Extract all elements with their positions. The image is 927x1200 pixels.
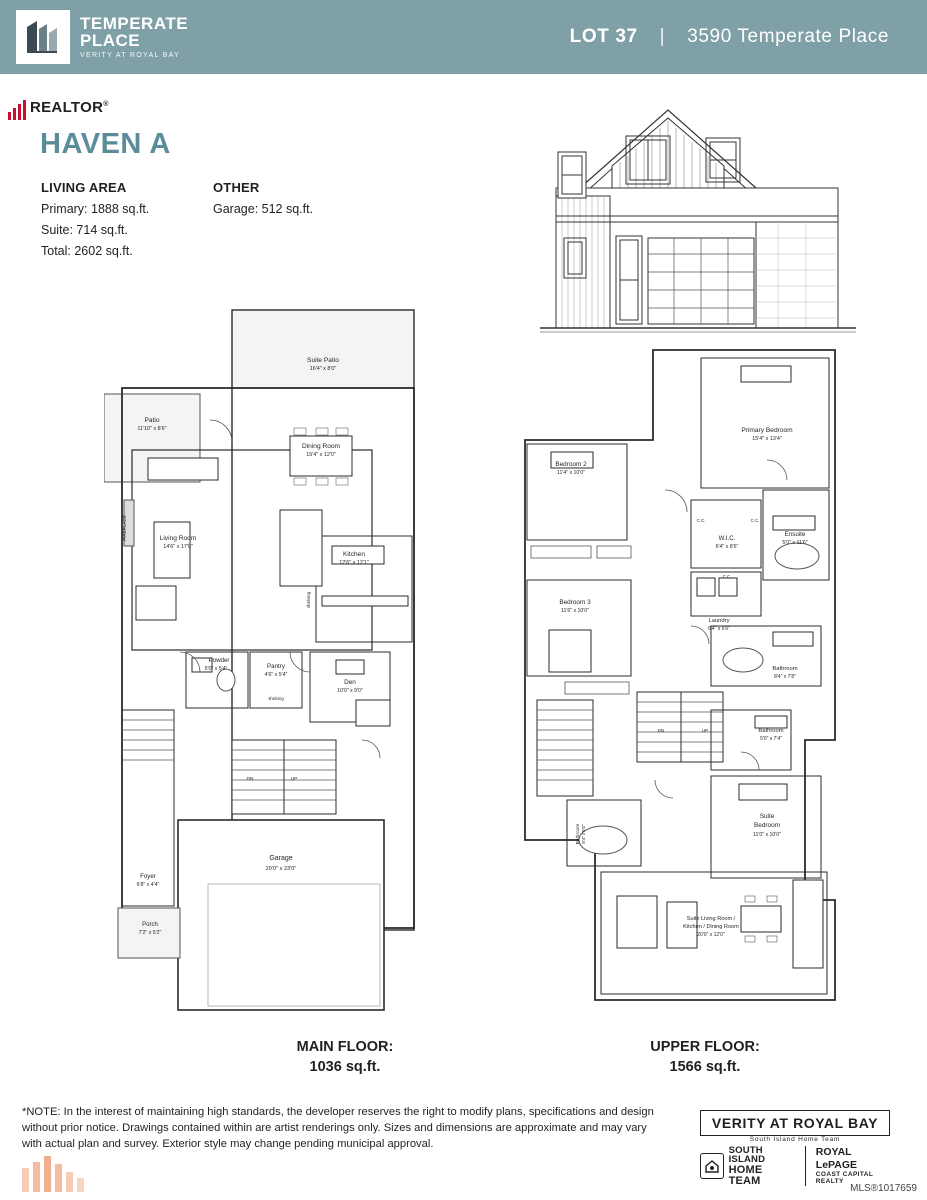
main-floor-caption (180, 1038, 510, 1077)
upper-floor-label: UPPER FLOOR: (650, 1039, 760, 1055)
svg-text:Laundry: Laundry (708, 618, 730, 624)
svg-text:20'0" x 23'0": 20'0" x 23'0" (265, 866, 297, 872)
other-column (213, 180, 313, 258)
exterior-elevation-drawing (520, 88, 880, 358)
svg-text:5'0" x 7'4": 5'0" x 7'4" (760, 736, 782, 742)
svg-text:Bathroom: Bathroom (772, 666, 798, 672)
svg-text:W.I.C.: W.I.C. (718, 535, 736, 542)
svg-text:16'4" x 8'0": 16'4" x 8'0" (309, 366, 337, 372)
svg-text:6'4" x 8'6": 6'4" x 8'6" (715, 544, 739, 550)
svg-text:11'6" x 10'0": 11'6" x 10'0" (560, 608, 590, 614)
svg-text:Living Room: Living Room (159, 535, 197, 542)
brand-line-2: PLACE (80, 31, 141, 51)
svg-text:Bedroom: Bedroom (754, 822, 780, 829)
other-heading: OTHER (213, 180, 260, 195)
brand-line-1: TEMPERATE (80, 14, 189, 34)
svg-text:8'4" x 5'0": 8'4" x 5'0" (581, 824, 586, 844)
svg-text:FIREPLACE: FIREPLACE (122, 515, 127, 541)
svg-text:6'8" x 4'4": 6'8" x 4'4" (136, 882, 160, 888)
svg-text:Porch: Porch (142, 922, 158, 928)
svg-text:Dining Room: Dining Room (301, 443, 341, 450)
realtor-label: REALTOR® (30, 99, 109, 116)
svg-text:Bathroom: Bathroom (758, 728, 784, 734)
mls-number: MLS®1017659 (850, 1183, 917, 1194)
svg-text:Primary Bedroom: Primary Bedroom (741, 427, 793, 434)
upper-floor-area: 1566 sq.ft. (669, 1058, 741, 1075)
royal-lepage-sub: COAST CAPITAL REALTY (815, 1170, 874, 1186)
svg-text:4'6" x 5'4": 4'6" x 5'4" (264, 672, 288, 678)
upper-floor-caption (545, 1038, 865, 1077)
svg-text:5'0" x 5'4": 5'0" x 5'4" (204, 666, 228, 672)
svg-text:6'4" x 5'6": 6'4" x 5'6" (708, 626, 730, 632)
svg-text:C.C.: C.C. (750, 518, 760, 523)
upper-floor-plan (505, 340, 875, 1030)
main-floor-area: 1036 sq.ft. (309, 1058, 381, 1075)
svg-text:Bedroom 3: Bedroom 3 (559, 599, 591, 606)
south-island-home-team-logo (700, 1146, 795, 1187)
svg-text:11'10" x 8'6": 11'10" x 8'6" (137, 426, 167, 432)
main-floor-label: MAIN FLOOR: (296, 1039, 394, 1055)
svg-text:Foyer: Foyer (140, 873, 156, 880)
verity-badge (700, 1110, 890, 1136)
header-brand (80, 15, 188, 59)
svg-text:DN: DN (246, 777, 254, 782)
svg-text:DN: DN (657, 728, 665, 733)
svg-text:Kitchen / Dining Room: Kitchen / Dining Room (683, 924, 739, 930)
spec-total: Total: 2602 sq.ft. (41, 244, 133, 258)
svg-text:Den: Den (344, 679, 356, 686)
svg-text:Suite Patio: Suite Patio (307, 357, 339, 364)
spec-suite: Suite: 714 sq.ft. (41, 223, 128, 237)
svg-text:Pantry: Pantry (267, 663, 285, 670)
svg-text:C.C.: C.C. (722, 574, 732, 579)
svg-text:Bedroom 2: Bedroom 2 (555, 461, 587, 468)
royal-lepage-logo (805, 1146, 895, 1185)
main-floor-plan (104, 300, 464, 1030)
footer-logos (700, 1144, 895, 1187)
svg-text:C.C.: C.C. (696, 518, 706, 523)
sihl-line-2: HOME TEAM (728, 1163, 763, 1187)
svg-text:14'6" x 17'0": 14'6" x 17'0" (163, 544, 193, 550)
svg-text:Suite Living Room /: Suite Living Room / (686, 916, 736, 922)
page-header (0, 0, 927, 74)
verity-subtitle: South Island Home Team (749, 1136, 841, 1143)
svg-text:8'4" x 7'8": 8'4" x 7'8" (774, 674, 796, 680)
header-lot-address (570, 26, 889, 48)
page-title: HAVEN A (40, 128, 171, 160)
svg-text:Kitchen: Kitchen (343, 551, 365, 558)
footer-decoration (18, 1152, 168, 1192)
svg-text:11'4" x 10'0": 11'4" x 10'0" (556, 470, 586, 476)
svg-text:Patio: Patio (144, 417, 160, 424)
sihl-line-1: SOUTH ISLAND (728, 1144, 766, 1165)
svg-text:UP: UP (290, 777, 298, 782)
svg-text:12'6" x 12'1": 12'6" x 12'1" (339, 560, 369, 566)
property-address: 3590 Temperate Place (687, 26, 889, 47)
svg-text:shelving: shelving (268, 696, 284, 701)
svg-text:UP: UP (701, 728, 709, 733)
house-icon (700, 1153, 724, 1179)
spec-garage: Garage: 512 sq.ft. (213, 202, 314, 216)
realtor-trademark-icon: ® (103, 101, 109, 108)
svg-text:shelving: shelving (306, 591, 311, 609)
living-area-heading: LIVING AREA (41, 180, 127, 195)
svg-text:Garage: Garage (269, 855, 293, 862)
svg-text:11'0" x 10'0": 11'0" x 10'0" (752, 832, 782, 838)
realtor-bars-icon (8, 100, 28, 120)
svg-text:5'0" x 11'6": 5'0" x 11'6" (782, 540, 808, 546)
svg-text:20'0" x 12'0": 20'0" x 12'0" (697, 932, 725, 938)
svg-text:Ensuite: Ensuite (784, 531, 806, 538)
svg-text:15'4" x 12'0": 15'4" x 12'0" (306, 452, 336, 458)
svg-text:Powder: Powder (208, 657, 230, 664)
temperate-place-logo (16, 10, 70, 64)
living-area-column (41, 180, 213, 258)
disclaimer-note: *NOTE: In the interest of maintaining high standards, the developer reserves the right to modify plans, specifications and design without prior notice. Drawings contained within are artist renderings only. Sizes and dimensions are approximate and may vary with actual plan and survey. Exterior style may change pending municipal approval. (22, 1106, 654, 1151)
svg-text:10'0" x 9'0": 10'0" x 9'0" (337, 688, 363, 694)
spec-primary: Primary: 1888 sq.ft. (41, 202, 150, 216)
svg-text:15'4" x 13'4": 15'4" x 13'4" (752, 436, 782, 442)
royal-lepage-name: ROYAL LePAGE (815, 1146, 858, 1171)
realtor-logo (8, 100, 109, 120)
lot-number: LOT 37 (569, 26, 638, 47)
svg-text:7'2" x 5'2": 7'2" x 5'2" (138, 930, 162, 936)
specs-block (41, 180, 313, 258)
brand-subtitle: VERITY AT ROYAL BAY (80, 51, 181, 59)
svg-text:Bathroom: Bathroom (576, 823, 581, 845)
header-separator: | (659, 26, 666, 47)
verity-title: VERITY AT ROYAL BAY (711, 1115, 879, 1131)
svg-text:Suite: Suite (759, 813, 775, 820)
